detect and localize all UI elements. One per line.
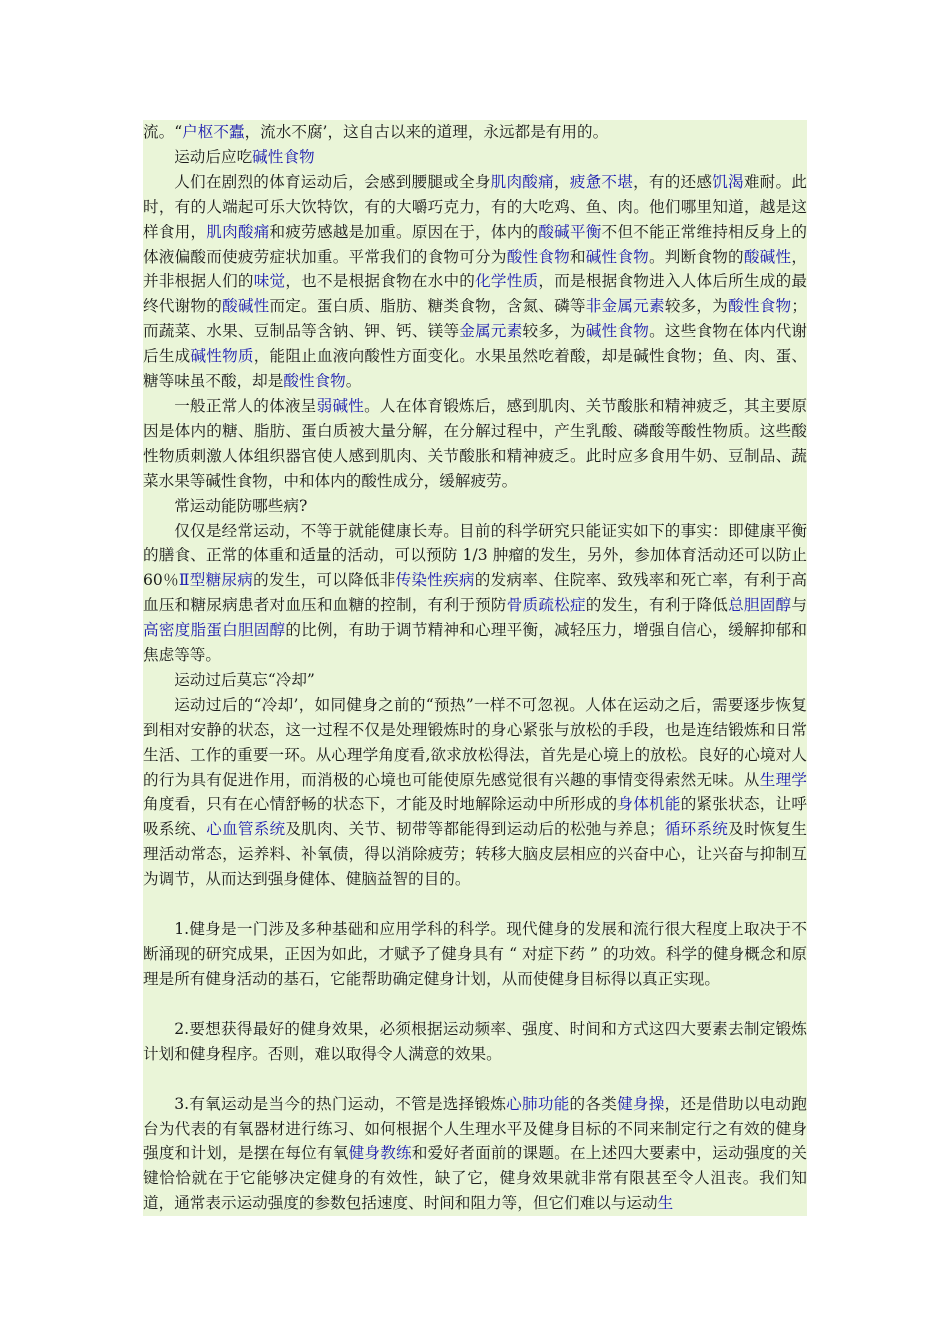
keyword-link[interactable]: 酸性食物 <box>283 372 346 391</box>
keyword-link[interactable]: 高密度脂蛋白胆固醇 <box>143 621 286 640</box>
paragraph <box>143 394 807 494</box>
text-run: 较多，为 <box>664 297 729 316</box>
text-run: 运动过后莫忘“冷却” <box>174 670 315 689</box>
text-run: 而定。蛋白质、脂肪、糖类食物，含氮、磷等 <box>269 297 586 316</box>
paragraph <box>143 1092 807 1217</box>
text-run: 较多，为 <box>522 322 586 341</box>
keyword-link[interactable]: 健身教练 <box>348 1144 412 1163</box>
text-run: 。 <box>345 372 362 391</box>
keyword-link[interactable]: 味觉 <box>253 272 286 291</box>
keyword-link[interactable]: 肌肉酸痛 <box>206 222 270 241</box>
text-run: 2.要想获得最好的健身效果，必须根据运动频率、强度、时间和方式这四大要素去制定锻炼计划和健身程序。否则，难以取得令人满意的效果。 <box>143 1019 807 1063</box>
text-run: ，也不是根据食物在水中的 <box>285 272 476 291</box>
text-run: 运动过后的“冷却’，如同健身之前的“预热”一样不可忽视。人体在运动之后，需要逐步恢复到相对安静的状态，这一过程不仅是处理锻炼时的身心紧张与放松的手段，也是连结锻炼和日常生活、工作的重要一环。从心理学角度看,欲求放松得法，首先是心境上的放松。良好的心境对人的行为具有促进作用，而消极的心境也可能使原先感觉很有兴趣的事情变得索然无味。从 <box>143 695 807 789</box>
section-heading <box>143 668 807 693</box>
keyword-link[interactable]: 酸性食物 <box>506 247 570 266</box>
keyword-link[interactable]: 化学性质 <box>475 272 539 291</box>
article-body <box>143 120 807 1216</box>
keyword-link[interactable]: 金属元素 <box>459 322 523 341</box>
keyword-link[interactable]: 户枢不蠹 <box>182 123 245 141</box>
paragraph <box>143 120 807 145</box>
section-heading <box>143 494 807 519</box>
text-run: 和疲劳感越是加重。原因在于，体内的 <box>269 222 539 241</box>
keyword-link[interactable]: 传染性疾病 <box>395 571 475 590</box>
paragraph <box>143 519 807 668</box>
text-run: ，能阻止血液向酸性方面变化。水果虽然吃着酸，却是碱性食物；鱼、肉、蛋、糖等味虽不酸，却是 <box>143 347 807 391</box>
text-run: 。判断食物的 <box>649 247 744 266</box>
paragraph <box>143 693 807 892</box>
text-run: 。人在体育锻炼后，感到肌肉、关节酸胀和精神疲乏，其主要原因是体内的糖、脂肪、蛋白质被大量分解，在分解过程中，产生乳酸、磷酸等酸性物质。这些酸性物质刺激人体组织器官使人感到肌肉、关节酸胀和精神疲乏。此时应多食用牛奶、豆制品、蔬菜水果等碱性食物，中和体内的酸性成分，缓解疲劳。 <box>143 396 807 490</box>
text-run: 的发生，有利于降低 <box>585 596 729 615</box>
text-run: 。这些食物在体内代谢后生成 <box>143 322 807 366</box>
text-run: ， <box>553 172 570 191</box>
text-run: 人们在剧烈的体育运动后，会感到腰腿或全身 <box>174 172 491 191</box>
text-run: 不但不能正常维持相反身上的体液偏酸而使疲劳症状加重。平常我们的食物可分为 <box>143 222 807 266</box>
text-run: 常运动能防哪些病? <box>174 496 308 515</box>
keyword-link[interactable]: 弱碱性 <box>316 396 365 415</box>
keyword-link[interactable]: 骨质疏松症 <box>506 596 586 615</box>
keyword-link[interactable]: 心肺功能 <box>506 1094 570 1113</box>
text-run: 及肌肉、关节、韧带等都能得到运动后的松弛与养息； <box>285 820 665 839</box>
text-run: 流。“ <box>143 123 183 141</box>
text-run: ；而蔬菜、水果、豆制品等含钠、钾、钙、镁等 <box>143 297 807 341</box>
paragraph <box>143 917 807 992</box>
keyword-link[interactable]: 碱性食物 <box>585 322 650 341</box>
text-run: 及时恢复生理活动常态，运养料、补氧债，得以消除疲劳；转移大脑皮层相应的兴奋中心，让兴奋与抑制互为调节，从而达到强身健体、健脑益智的目的。 <box>143 820 807 889</box>
text-run: 的各类 <box>569 1094 618 1113</box>
text-run: ，并非根据人们的 <box>143 247 807 291</box>
keyword-link[interactable]: 生 <box>657 1194 674 1213</box>
keyword-link[interactable]: 酸碱平衡 <box>538 222 602 241</box>
text-run: 运动后应吃 <box>174 147 253 166</box>
text-run: 的紧张状态，让呼吸系统、 <box>143 795 807 839</box>
keyword-link[interactable]: 酸碱性 <box>743 247 792 266</box>
text-run: 的发生，可以降低非 <box>253 571 396 590</box>
text-run: 的比例，有助于调节精神和心理平衡，减轻压力，增强自信心，缓解抑郁和焦虑等等。 <box>143 621 807 665</box>
text-run: 3.有氧运动是当今的热门运动，不管是选择锻炼 <box>174 1094 507 1113</box>
keyword-link[interactable]: 生理学 <box>759 770 807 789</box>
keyword-link[interactable]: 碱性食物 <box>585 247 649 266</box>
keyword-link[interactable]: 碱性物质 <box>190 347 254 366</box>
text-run: 和爱好者面前的课题。在上述四大要素中，运动强度的关键恰恰就在于它能够决定健身的有效性，缺了它，健身效果就非常有限甚至令人沮丧。我们知道，通常表示运动强度的参数包括速度、时间和阻力等，但它们难以与运动 <box>143 1144 807 1213</box>
keyword-link[interactable]: 总胆固醇 <box>728 596 792 615</box>
text-run: ，而是根据食物进入人体后所生成的最终代谢物的 <box>143 272 807 316</box>
keyword-link[interactable]: 疲惫不堪 <box>569 172 634 191</box>
keyword-link[interactable]: 循环系统 <box>664 820 729 839</box>
keyword-link[interactable]: Ⅱ型糖尿病 <box>178 571 254 590</box>
keyword-link[interactable]: 心血管系统 <box>206 820 286 839</box>
text-run: 一般正常人的体液呈 <box>174 396 317 415</box>
text-run: 和 <box>569 247 586 266</box>
paragraph <box>143 170 807 394</box>
paragraph-spacer <box>143 892 807 917</box>
paragraph <box>143 1017 807 1067</box>
keyword-link[interactable]: 酸碱性 <box>222 297 270 316</box>
keyword-link[interactable]: 身体机能 <box>617 795 681 814</box>
keyword-link[interactable]: 饥渴 <box>712 172 744 191</box>
text-run: 与 <box>791 596 807 615</box>
text-run: ，有的还感 <box>633 172 713 191</box>
text-run: ，还是借助以电动跑台为代表的有氧器材进行练习、如何根据个人生理水平及健身目标的不同来制定行之有效的健身强度和计划，是摆在每位有氧 <box>143 1094 807 1163</box>
keyword-link[interactable]: 肌肉酸痛 <box>490 172 554 191</box>
keyword-link[interactable]: 健身操 <box>617 1094 665 1113</box>
text-run: 角度看，只有在心情舒畅的状态下，才能及时地解除运动中所形成的 <box>143 795 618 814</box>
section-heading <box>143 145 807 170</box>
keyword-link[interactable]: 酸性食物 <box>728 297 792 316</box>
keyword-link[interactable]: 非金属元素 <box>585 297 665 316</box>
text-run: 难耐。此时，有的人端起可乐大饮特饮，有的大嚼巧克力，有的大吃鸡、鱼、肉。他们哪里知道，越是这样食用， <box>143 172 807 241</box>
text-run: 的发病率、住院率、致残率和死亡率，有利于高血压和糖尿病患者对血压和血糖的控制，有利于预防 <box>143 571 807 615</box>
text-run: ，流水不腐’，这自古以来的道理，永远都是有用的。 <box>244 123 609 141</box>
text-run: 仅仅是经常运动，不等于就能健康长寿。目前的科学研究只能证实如下的事实：即健康平衡的膳食、正常的体重和适量的活动，可以预防 1/3 肿瘤的发生，另外，参加体育活动还可以防止 60％ <box>143 521 807 590</box>
text-run: 1.健身是一门涉及多种基础和应用学科的科学。现代健身的发展和流行很大程度上取决于不断涌现的研究成果，正因为如此，才赋予了健身具有 “ 对症下药 ” 的功效。科学的健身概念和原理是所有健身活动的基石，它能帮助确定健身计划，从而使健身目标得以真正实现。 <box>143 920 807 988</box>
paragraph-spacer <box>143 992 807 1017</box>
keyword-link[interactable]: 碱性食物 <box>252 147 315 166</box>
paragraph-spacer <box>143 1067 807 1092</box>
